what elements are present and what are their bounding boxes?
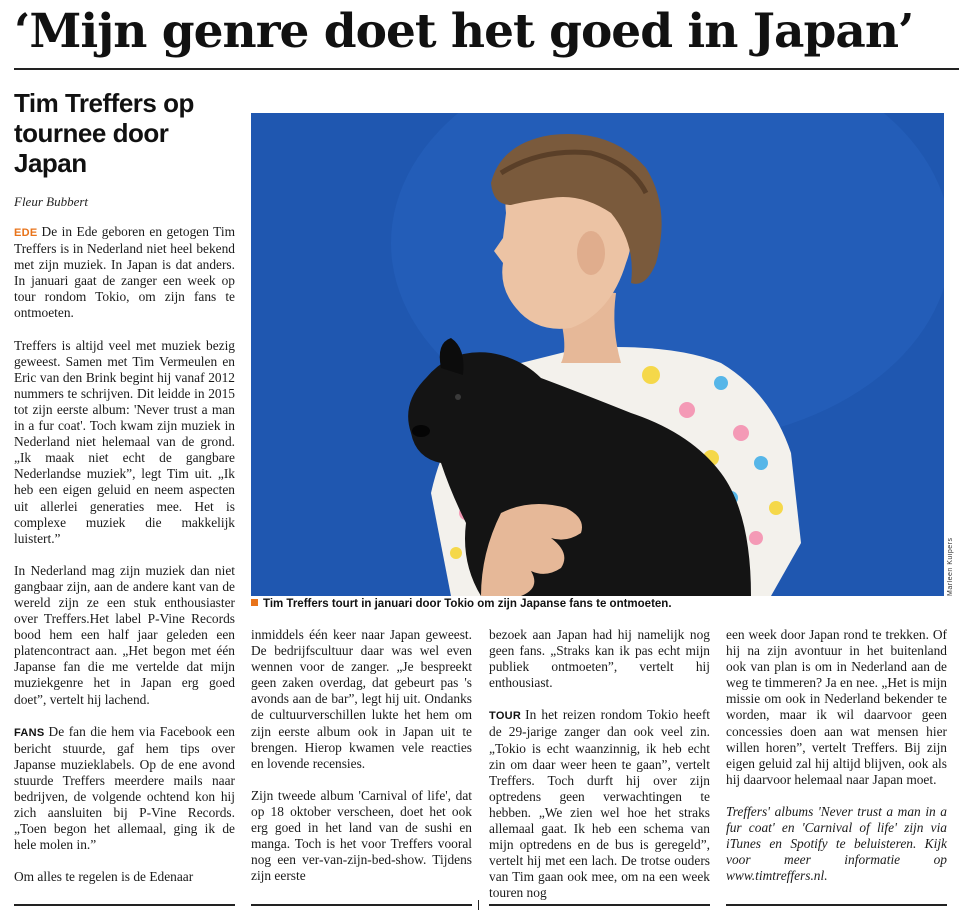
paragraph-text: De in Ede geboren en getogen Tim Treffers is in Nederland niet heel bekend met zijn muziek. In Japan is dat anders. In januari gaat de zanger een week op tour rondom Tokio, om zijn fans te ontmoeten.: [14, 224, 235, 321]
bottom-rule: [251, 904, 472, 906]
paragraph: Zijn tweede album 'Carnival of life', dat op 18 oktober verscheen, doet het ook erg goed in het land van de sushi en manga. Toch is het voor Treffers vooral nog een ver-van-zijn-bed-show. Tijdens zijn eerste: [251, 787, 472, 884]
kicker-ede: EDE: [14, 227, 38, 239]
kicker-tour: TOUR: [489, 710, 522, 723]
bottom-rule: [726, 904, 947, 906]
caption-marker: [251, 599, 258, 606]
info-note: Treffers' albums 'Never trust a man in a fur coat' en 'Carnival of life' zijn via iTunes en Spotify te beluisteren. Kijk voor meer informatie op www.timtreffers.nl.: [726, 803, 947, 884]
paragraph: [14, 724, 235, 854]
paragraph: Treffers is altijd veel met muziek bezig geweest. Samen met Tim Vermeulen en Eric van den Brink begint hij vanaf 2012 nummers te schrijven. Dit leidde in 2015 tot zijn eerste album: 'Never trust a man in a fur coat'. Toch kwam zijn muziek in Nederland niet helemaal van de grond. „Ik maak niet echt de gangbare Nederlandse muziek”, legt Tim uit. „Ik heb een eigen geluid en neem aspecten uit allerlei generaties mee. Het is complexe muziek die makkelijk luistert.”: [14, 337, 235, 546]
paragraph: bezoek aan Japan had hij namelijk nog geen fans. „Straks kan ik pas echt mijn publiek ontmoeten”, vertelt hij enthousiast.: [489, 627, 710, 691]
column-2: [251, 627, 472, 884]
column-3: [489, 627, 710, 902]
photo-caption: [251, 598, 944, 614]
paragraph-text: In het reizen rondom Tokio heeft de 29-jarige zanger dan ook veel zin. „Tokio is echt waanzinnig, ik heb echt zin om daar weer heen te gaan”, vertelt Treffers. Toch durft hij over zijn optredens geen verwachtingen te hebben. „We zien wel hoe het straks allemaal gaat. Ik heb een schema van mijn optredens en de bus is geregeld”, vertelt hij met een lach. De trotse ouders van Tim gaan ook mee, om na een week touren nog: [489, 707, 710, 901]
headline: ‘Mijn genre doet het goed in Japan’: [14, 4, 914, 59]
paragraph: Om alles te regelen is de Edenaar: [14, 869, 194, 885]
column-tick: [478, 900, 479, 910]
kicker-fans: FANS: [14, 726, 45, 739]
bottom-rule: [489, 904, 710, 906]
subhead: Tim Treffers op tournee door Japan: [14, 88, 194, 178]
top-rule: [14, 68, 959, 70]
photo-illustration: [251, 113, 944, 596]
paragraph: inmiddels één keer naar Japan geweest. De bedrijfscultuur daar was wel even wennen voor de zanger. „Je bespreekt geen zaken overdag, dat gebeurt pas 's avonds aan de bar”, legt hij uit. Ondanks de cultuurverschillen lukte het hem om zijn eerste album ook in Japan uit te brengen. Hierop kwamen vele reacties en lovende recensies.: [251, 627, 472, 771]
paragraph: [489, 707, 710, 901]
column-1: [14, 224, 235, 885]
byline: Fleur Bubbert: [14, 194, 89, 209]
paragraph: [14, 224, 235, 322]
bottom-rule: [14, 904, 235, 906]
photo-credit: Marleen Kuipers: [947, 537, 954, 596]
paragraph: een week door Japan rond te trekken. Of hij na zijn avontuur in het buitenland ook van plan is om in Nederland aan de weg te timmeren? Ja en nee. „Het is mijn missie om ook in Nederland bekender te worden, maar ik wil daarvoor geen concessies doen aan wat mensen hier willen horen”, vertelt Treffers. Bij zijn eigen geluid zal hij altijd blijven, ook als hij daarvoor helemaal naar Japan moet.: [726, 627, 947, 787]
article-photo: [251, 113, 944, 596]
paragraph: In Nederland mag zijn muziek dan niet gangbaar zijn, aan de andere kant van de wereld zijn ze een stuk enthousiaster over Treffers.Het label P-Vine Records bood hem een half jaar geleden een platencontract aan. „Het begon met één Japanse fan die me vertelde dat mijn muziekgenre het in Japan erg goed doet”, vertelt hij lachend.: [14, 562, 235, 707]
column-4: [726, 627, 947, 884]
paragraph-text: De fan die hem via Facebook een bericht stuurde, gaf hem tips over Japanse muzieklabels. Op de ene avond stuurde Treffers meerdere mails naar bedrijven, de volgende ochtend kon hij zich aansluiten bij P-Vine Records. „Toen begon het allemaal, ging ik de hele molen in.”: [14, 723, 235, 853]
caption-text: Tim Treffers tourt in januari door Tokio om zijn Japanse fans te ontmoeten.: [263, 598, 672, 610]
